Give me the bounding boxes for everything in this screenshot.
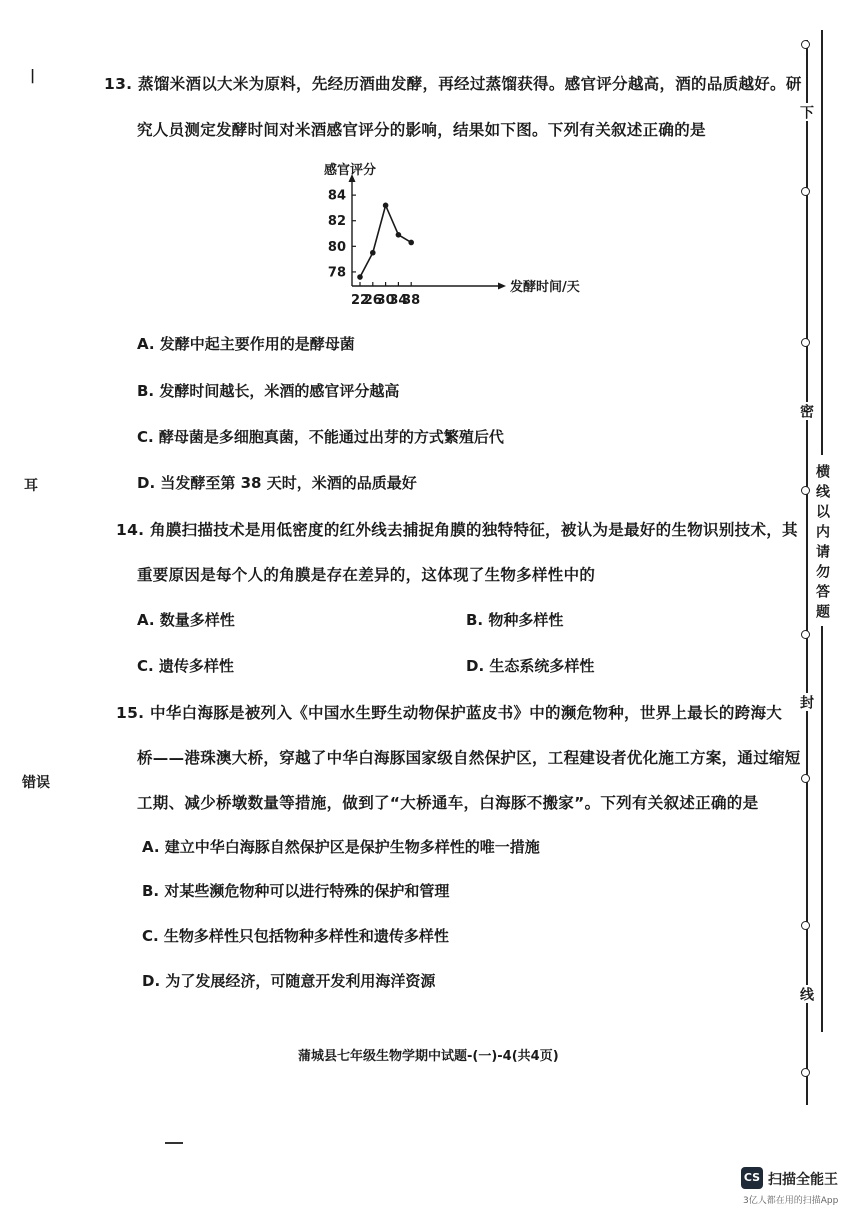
binding-hole [801, 630, 810, 639]
binding-char-feng: 封 [798, 695, 814, 709]
fermentation-score-chart [310, 158, 600, 308]
binding-hole [801, 338, 810, 347]
camscanner-name: 扫描全能王 [768, 1172, 838, 1188]
scan-artifact-dash [165, 1142, 183, 1144]
y-tick-label: 80 [327, 239, 346, 255]
camscanner-logo: CS [741, 1167, 763, 1189]
x-tick-label: 34 [389, 293, 408, 308]
data-point [357, 274, 363, 280]
q15-stem-line2: 桥——港珠澳大桥，穿越了中华白海豚国家级自然保护区，工程建设者优化施工方案，通过缩短 [137, 749, 801, 767]
q14-stem-line2: 重要原因是每个人的角膜是存在差异的，这体现了生物多样性中的 [137, 566, 596, 584]
binding-char-mi: 密 [798, 404, 814, 418]
binding-hole [801, 774, 810, 783]
q14-option-a[interactable]: A. 数量多样性 [137, 611, 235, 629]
q13-option-d[interactable]: D. 当发酵至第 38 天时，米酒的品质最好 [137, 474, 417, 492]
y-tick-label: 84 [327, 188, 346, 204]
camscanner-tagline: 3亿人都在用的扫描App [743, 1196, 839, 1206]
x-tick-label: 26 [363, 293, 382, 308]
binding-inner-line [806, 40, 808, 1105]
q13-option-a[interactable]: A. 发酵中起主要作用的是酵母菌 [137, 335, 355, 353]
q13-option-b[interactable]: B. 发酵时间越长，米酒的感官评分越高 [137, 382, 400, 400]
q14-option-b[interactable]: B. 物种多样性 [466, 611, 564, 629]
binding-hole [801, 40, 810, 49]
x-axis-label: 发酵时间/天 [510, 280, 580, 295]
q14-option-d[interactable]: D. 生态系统多样性 [466, 657, 595, 675]
data-point [370, 250, 376, 256]
data-point [396, 232, 402, 238]
q15-stem-line3: 工期、减少桥墩数量等措施，做到了“大桥通车，白海豚不搬家”。下列有关叙述正确的是 [137, 794, 759, 812]
q15-option-b[interactable]: B. 对某些濒危物种可以进行特殊的保护和管理 [142, 882, 450, 900]
binding-warning-text: 横线以内请勿答题 [814, 464, 830, 624]
binding-hole [801, 486, 810, 495]
y-tick-label: 78 [327, 265, 346, 281]
x-axis-arrow [498, 283, 506, 290]
q15-option-c[interactable]: C. 生物多样性只包括物种多样性和遗传多样性 [142, 927, 449, 945]
binding-hole [801, 921, 810, 930]
data-point [408, 240, 414, 246]
binding-hole [801, 1068, 810, 1077]
x-tick-label: 22 [350, 293, 370, 308]
q14-option-c[interactable]: C. 遗传多样性 [137, 657, 234, 675]
q15-option-d[interactable]: D. 为了发展经济，可随意开发利用海洋资源 [142, 972, 436, 990]
page-footer: 蒲城县七年级生物学期中试题-(一)-4(共4页) [298, 1049, 559, 1064]
q13-stem-line2: 究人员测定发酵时间对米酒感官评分的影响，结果如下图。下列有关叙述正确的是 [137, 121, 706, 139]
q15-stem-line1: 15. 中华白海豚是被列入《中国水生野生动物保护蓝皮书》中的濒危物种，世界上最长的跨海大 [116, 704, 783, 722]
q15-option-a[interactable]: A. 建立中华白海豚自然保护区是保护生物多样性的唯一措施 [142, 838, 540, 856]
q13-stem-line1: 13. 蒸馏米酒以大米为原料，先经历酒曲发酵，再经过蒸馏获得。感官评分越高，酒的品质越好。研 [104, 75, 802, 93]
score-series-line [360, 205, 411, 277]
q14-stem-line1: 14. 角膜扫描技术是用低密度的红外线去捕捉角膜的独特特征，被认为是最好的生物识别技术，其 [116, 521, 798, 539]
data-point [383, 203, 389, 209]
left-margin-error-mark: 错误 [22, 775, 50, 791]
left-margin-ear-mark: 耳 [24, 478, 38, 494]
binding-char-xian: 线 [798, 987, 814, 1001]
y-axis-label: 感官评分 [324, 163, 377, 178]
x-tick-label: 30 [376, 293, 395, 308]
y-tick-label: 82 [327, 214, 346, 230]
q13-option-c[interactable]: C. 酵母菌是多细胞真菌，不能通过出芽的方式繁殖后代 [137, 428, 504, 446]
x-tick-label: 38 [402, 293, 421, 308]
binding-hole [801, 187, 810, 196]
binding-outer-line-top [821, 30, 823, 455]
binding-char-xia: 下 [798, 105, 814, 119]
left-margin-mark: | [30, 68, 36, 84]
